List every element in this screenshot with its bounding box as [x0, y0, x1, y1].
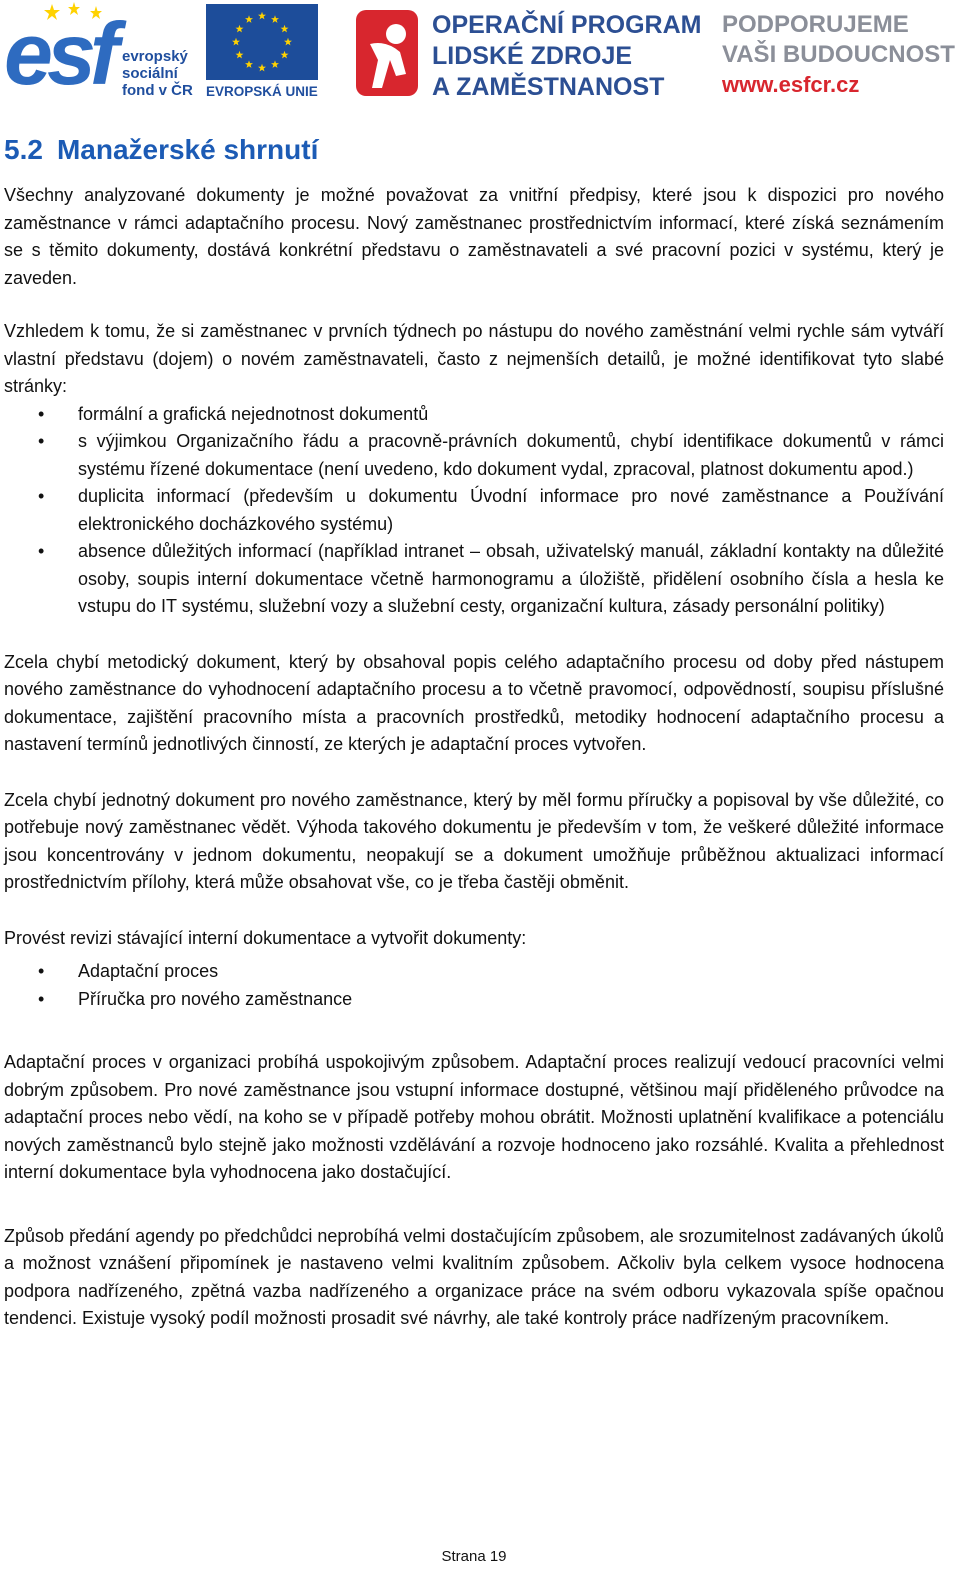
document-body: [4, 132, 944, 1333]
logo-banner: [0, 0, 960, 108]
eu-star-icon: [284, 38, 292, 46]
page-number: Strana 19: [441, 1548, 507, 1565]
oplz-title-line: A ZAMĚSTNANOST: [432, 73, 665, 101]
eu-star-icon: [235, 51, 243, 59]
esf-letters: esf: [4, 4, 114, 103]
list-item: • Příručka pro nového zaměstnance: [4, 986, 944, 1014]
paragraph: Zcela chybí jednotný dokument pro nového zaměstnance, který by měl formu příručky a popisoval by vše důležité, co potřebuje nový zaměstnanec vědět. Výhoda takového dokumentu je především v tom, že veškeré důležité informace jsou koncentrovány v jednom dokumentu, neopakují se a dokument umožňuje průběžnou aktualizaci informací prostřednictvím přílohy, která může obsahovat vše, co je třeba častěji obměnit.: [4, 789, 944, 892]
weakness-list: [4, 401, 944, 621]
eu-star-icon: [258, 12, 266, 20]
paragraph: Všechny analyzované dokumenty je možné považovat za vnitřní předpisy, které jsou k dispozici pro nového zaměstnance v rámci adaptačního procesu. Nový zaměstnanec prostřednictvím informací, které získá seznámením se s těmito dokumenty, dostává konkrétní představu o zaměstnavateli a své pracovní pozici v systému, který je zaveden.: [4, 185, 944, 288]
podpora-slogan: [722, 10, 958, 100]
eu-star-icon: [281, 51, 289, 59]
eu-star-icon: [281, 25, 289, 33]
paragraph: Adaptační proces v organizaci probíhá uspokojivým způsobem. Adaptační proces realizují vedoucí pracovníci velmi dobrým způsobem. Pro nové zaměstnance jsou vstupní informace dostupné, většinou mají přiděleného průvodce na adaptační proces nebo vědí, na koho se v případě potřeby mohou obrátit. Možnosti uplatnění kvalifikace a potenciálu nových zaměstnanců bylo stejně jako možnosti vzdělávání a rozvoje hodnoceno jako rozsáhlé. Kvalita a přehlednost interní dokumentace byla vyhodnocena jako dostačující.: [4, 1052, 944, 1182]
slogan-line: PODPORUJEME: [722, 11, 909, 38]
esf-caption-line: sociální: [122, 65, 178, 82]
list-item: • absence důležitých informací (například intranet – obsah, uživatelský manuál, základní kontakty na důležité osoby, soupis interní dokumentace včetně harmonogramu a úložiště, přidělení osobního čísla a hesla ke vstupu do IT systému, služební vozy a služební cesty, organizační kultura, zásady personální politiky): [4, 538, 944, 621]
eu-star-icon: [245, 60, 253, 68]
oplz-title: [432, 10, 712, 103]
eu-star-icon: [232, 38, 240, 46]
section-number: 5.2: [4, 134, 43, 165]
eu-flag-icon: [206, 4, 318, 80]
section-title: Manažerské shrnutí: [56, 134, 319, 165]
eu-star-icon: [271, 15, 279, 23]
eu-star-icon: [258, 64, 266, 72]
esf-caption-line: fond v ČR: [122, 82, 193, 99]
eu-star-icon: [235, 25, 243, 33]
list-item: • duplicita informací (především u dokumentu Úvodní informace pro nové zaměstnance a Používání elektronického docházkového systému): [4, 483, 944, 538]
oplz-title-line: OPERAČNÍ PROGRAM: [432, 11, 702, 39]
paragraph: Zcela chybí metodický dokument, který by obsahoval popis celého adaptačního procesu od doby před nástupem nového zaměstnance do vyhodnocení adaptačního procesu a to včetně pravomocí, odpovědností, soupisu příslušné dokumentace, zajištění pracovního místa a pracovních prostředků, metodiky hodnocení adaptačního procesu a nastavení termínů jednotlivých činností, ze kterých je adaptační proces vytvořen.: [4, 651, 944, 754]
esf-caption-line: evropský: [122, 48, 188, 65]
list-item: • formální a grafická nejednotnost dokumentů: [4, 401, 944, 429]
oplz-figure-icon: [356, 4, 422, 100]
document-list: [4, 958, 944, 1013]
eu-caption: EVROPSKÁ UNIE: [206, 84, 318, 99]
eu-star-icon: [271, 60, 279, 68]
oplz-title-line: LIDSKÉ ZDROJE: [432, 42, 633, 70]
slogan-line: VAŠI BUDOUCNOST: [722, 41, 955, 68]
esf-url: www.esfcr.cz: [722, 72, 860, 97]
list-item: • Adaptační proces: [4, 958, 944, 986]
esf-caption: [122, 48, 212, 99]
paragraph: Způsob předání agendy po předchůdci neprobíhá velmi dostačujícím způsobem, ale srozumitelnost zadávaných úkolů a možnost vznášení připomínek je nastaveno velmi kvalitním způsobem. Ačkoliv byla celkem vysoce hodnocena podpora nadřízeného, zpětná vazba nadřízeného a organizace práce na svém odboru vykazovala spíše opačnou tendenci. Existuje vysoký podíl možnosti prosadit své návrhy, ale také kontroly práce nadřízeným pracovníkem.: [4, 1225, 944, 1328]
paragraph: Vzhledem k tomu, že si zaměstnanec v prvních týdnech po nástupu do nového zaměstnání velmi rychle sám vytváří vlastní představu (dojem) o novém zaměstnavateli, často z nejmenších detailů, je možné identifikovat tyto slabé stránky:: [4, 321, 944, 396]
paragraph: Provést revizi stávající interní dokumentace a vytvořit dokumenty:: [4, 927, 527, 948]
eu-star-icon: [245, 15, 253, 23]
section-heading: [4, 132, 944, 168]
list-item: • s výjimkou Organizačního řádu a pracovně-právních dokumentů, chybí identifikace dokumentů v rámci systému řízené dokumentace (není uvedeno, kdo dokument vydal, zpracoval, platnost dokumentu apod.): [4, 428, 944, 483]
